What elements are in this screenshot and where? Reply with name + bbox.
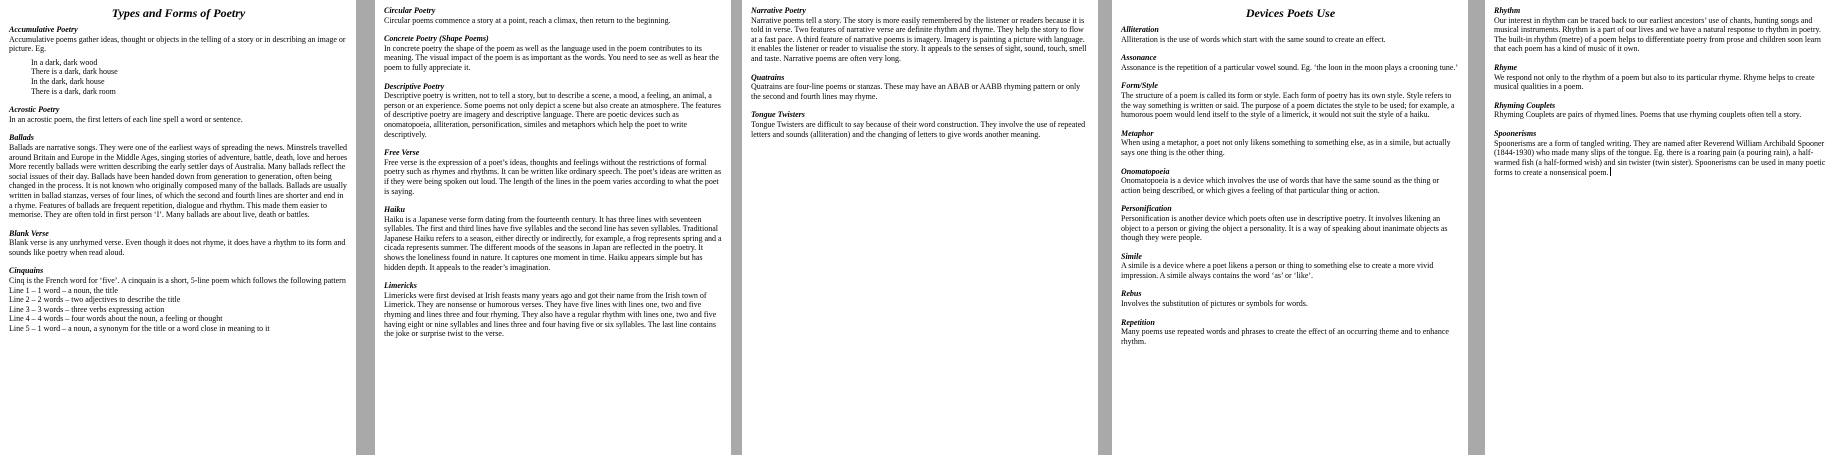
- section-text: Many poems use repeated words and phrases to create the effect of an occurring theme and to enhance rhythm.: [1121, 327, 1449, 346]
- section-accumulative-poetry: [9, 25, 348, 96]
- section-heading: Rhyme: [1494, 62, 1518, 72]
- section-heading: Alliteration: [1121, 25, 1159, 34]
- section-heading: Limericks: [384, 281, 417, 291]
- section-heading: Personification: [1121, 204, 1172, 214]
- section-text: Blank verse is any unrhymed verse. Even though it does not rhyme, it does have a rhythm to its form and sounds like poetry when read aloud.: [9, 238, 346, 257]
- pattern-line: Line 5 – 1 word – a noun, a synonym for the title or a word close in meaning to it: [9, 324, 270, 334]
- section-text: Tongue Twisters are difficult to say because of their word construction. They involve the use of repeated letters and sounds (alliteration) and the changing of letters to give words another meaning.: [751, 119, 1086, 139]
- section-cinquains: [9, 266, 348, 333]
- pattern-line: Line 1 – 1 word – a noun, the title: [9, 285, 118, 295]
- section-heading: Rhythm: [1494, 6, 1521, 15]
- section-spoonerisms[interactable]: [1494, 129, 1829, 178]
- section-heading: Rebus: [1121, 289, 1142, 299]
- section-text: Spoonerisms are a form of tangled writing. They are named after Reverend William Archibald Spooner (1844-1930) who made many slips of the tongue. Eg. there is a roaring pain (a pouring rain), a half-warmed fish (a half-formed wish) and sin twister (twin sister). Spoonerisms can be used in many poetic forms to create a nonsensical poem.: [1494, 138, 1826, 178]
- section-text: Our interest in rhythm can be traced back to our earliest ancestors’ use of chants, hunting songs and musical instruments. Rhythm is a part of our lives and we have a natural response to rhythm in poetry. The built-in rhythm (metre) of a poem helps to differentiate poetry from prose and children soon learn that each poem has a kind of music of it own.: [1494, 15, 1821, 54]
- section-text: Rhyming Couplets are pairs of rhymed lines. Poems that use rhyming couplets often tell a story.: [1494, 110, 1802, 120]
- section-text: A simile is a device where a poet likens a person or thing to something else to create a more vivid impression. A simile always contains the word ‘as’ or ‘like’.: [1121, 261, 1434, 280]
- section-text: Limericks were first devised at Irish feasts many years ago and got their name from the Irish town of Limerick. They are nonsense or humorous verses. They have five lines with lines one, two and five rhyming and lines three and four rhyming. They also have a regular rhythm with lines one, two and five having eight or nine syllables and lines three and four having five or six syllables. The last line contains the joke or surprise twist to the verse.: [384, 290, 717, 339]
- section-alliteration: [1121, 25, 1460, 44]
- section-free-verse: [384, 148, 723, 196]
- section-text: Accumulative poems gather ideas, thought or objects in the telling of a story or in describing an image or picture. Eg.: [9, 34, 346, 54]
- section-text: Quatrains are four-line poems or stanzas. These may have an ABAB or AABB rhyming pattern or only the second and fourth lines may rhyme.: [751, 82, 1081, 101]
- section-rebus: [1121, 289, 1460, 308]
- section-heading: Acrostic Poetry: [9, 105, 60, 115]
- section-personification: [1121, 204, 1460, 242]
- page-title: Devices Poets Use: [1245, 6, 1336, 20]
- section-text: In an acrostic poem, the first letters of each line spell a word or sentence.: [9, 114, 243, 124]
- pattern-line: Line 4 – 4 words – four words about the noun, a feeling or thought: [9, 314, 223, 324]
- section-text: Alliteration is the use of words which start with the same sound to create an effect.: [1121, 34, 1386, 44]
- section-heading: Haiku: [384, 205, 405, 215]
- document-page-4: [1112, 0, 1468, 455]
- page-title: Types and Forms of Poetry: [111, 6, 246, 20]
- section-text: Personification is another device which poets often use in descriptive poetry. It involves likening an object to a person or giving the object a personality. It is a way of speaking about inanimate objects as though they were people.: [1121, 213, 1448, 243]
- section-heading: Assonance: [1121, 53, 1157, 63]
- section-text-editable[interactable]: [1494, 139, 1829, 178]
- example-poem: [31, 58, 348, 96]
- poem-line: In a dark, dark wood: [31, 57, 98, 67]
- document-page-5: [1485, 0, 1837, 455]
- pattern-line: Line 3 – 3 words – three verbs expressing action: [9, 304, 165, 314]
- section-onomatopoeia: [1121, 167, 1460, 196]
- section-text: Circular poems commence a story at a point, reach a climax, then return to the beginning.: [384, 15, 671, 25]
- section-text: Involves the substitution of pictures or symbols for words.: [1121, 299, 1308, 309]
- section-heading: Form/Style: [1121, 81, 1158, 91]
- document-page-3: [742, 0, 1098, 455]
- section-text: When using a metaphor, a poet not only likens something to something else, as in a simile, but actually says one thing is the other thing.: [1121, 138, 1451, 157]
- section-heading: Narrative Poetry: [751, 6, 806, 15]
- section-acrostic-poetry: [9, 105, 348, 124]
- poem-line: There is a dark, dark house: [31, 67, 118, 77]
- section-heading: Tongue Twisters: [751, 110, 805, 120]
- section-repetition: [1121, 318, 1460, 347]
- section-form-style: [1121, 81, 1460, 119]
- section-text: Ballads are narrative songs. They were one of the earliest ways of spreading the news. Minstrels travelled around Britain and Europe in the Middle Ages, singing stories of adventure, battle, death, love and heroes More recently ballads were written describing the early settler days of Australia. Many ballads reflect the social issues of their day. Ballads have been handed down from generation to generation, often being changed in the process. It is not known who originally composed many of the ballads. Ballads are usually written in ballad stanzas, verses of four lines, of which the second and fourth lines are shorter and end in a rhyme. Features of ballads are frequent repetition, dialogue and rhythm. This made them easier to memorise. They are often told in first person ‘I’. Many ballads are about live, death or battles.: [9, 142, 348, 220]
- section-heading: Spoonerisms: [1494, 128, 1537, 138]
- section-text: Haiku is a Japanese verse form dating from the fourteenth century. It has three lines with seventeen syllables. The first and third lines have five syllables and the second line has seven syllables. Traditional Japanese Haiku refers to a season, either directly or indirectly, for example, a frog represents spring and a cicada represents summer. The different moods of the seasons in Japan are reflected in the poetry. It shows the loneliness found in nature. It captures one moment in time. Haiku appears simple but has hidden depth. It appeals to the reader’s imagination.: [384, 214, 722, 272]
- section-heading: Metaphor: [1121, 128, 1154, 138]
- section-assonance: [1121, 53, 1460, 72]
- poem-line: There is a dark, dark room: [31, 86, 116, 96]
- section-text: We respond not only to the rhythm of a poem but also to its particular rhyme. Rhyme helps to create musical qualities in a poem.: [1494, 72, 1815, 92]
- poem-line: In the dark, dark house: [31, 76, 105, 86]
- section-text: The structure of a poem is called its form or style. Each form of poetry has its own style. Style refers to the way something is written or said. The purpose of a poem dictates the style to be used; for example, a humorous poem would lend itself to the style of a limerick, it would not suit the style of a haiku.: [1121, 90, 1455, 120]
- section-heading: Descriptive Poetry: [384, 81, 445, 91]
- section-heading: Free Verse: [384, 148, 420, 158]
- section-heading: Blank Verse: [9, 228, 49, 238]
- section-heading: Onomatopoeia: [1121, 166, 1170, 176]
- section-heading: Cinquains: [9, 266, 44, 276]
- section-simile: [1121, 252, 1460, 281]
- pattern-line: Line 2 – 2 words – two adjectives to describe the title: [9, 295, 181, 305]
- section-heading: Quatrains: [751, 72, 785, 82]
- section-rhyming-couplets: [1494, 101, 1829, 120]
- section-rhythm: [1494, 6, 1829, 54]
- section-tongue-twisters: [751, 110, 1090, 139]
- section-text: In concrete poetry the shape of the poem as well as the language used in the poem contributes to its meaning. The visual impact of the poem is as important as the words. You need to see as well as hear the poem to fully appreciate it.: [384, 43, 719, 72]
- section-limericks: [384, 281, 723, 339]
- section-heading: Concrete Poetry (Shape Poems): [384, 34, 489, 44]
- text-cursor: [1610, 167, 1611, 176]
- section-rhyme: [1494, 63, 1829, 92]
- section-heading: Repetition: [1121, 317, 1155, 327]
- section-haiku: [384, 205, 723, 272]
- section-heading: Ballads: [9, 133, 34, 143]
- section-text: Narrative poems tell a story. The story is more easily remembered by the listener or readers because it is told in verse. Two features of narrative verse are definite rhythm and rhyme. They help the story to flow at a fast pace. A third feature of narrative poems is imagery. Imagery is painting a picture with language. it enables the listener or reader to visualise the story. It appeals to the senses of sight, sound, touch, smell and taste. Narrative poems are often very long.: [751, 15, 1087, 63]
- section-text: Cinq is the French word for ‘five’. A cinquain is a short, 5-line poem which follows the following pattern: [9, 276, 346, 286]
- document-page-1: [0, 0, 356, 455]
- section-metaphor: [1121, 129, 1460, 158]
- section-text: Onomatopoeia is a device which involves the use of words that have the same sound as the thing or action being described, or which gives a feeling of that particular thing or action.: [1121, 176, 1440, 195]
- section-blank-verse: [9, 229, 348, 258]
- section-heading: Simile: [1121, 251, 1142, 261]
- section-descriptive-poetry: [384, 82, 723, 140]
- section-circular-poetry: [384, 6, 723, 25]
- section-heading: Accumulative Poetry: [9, 25, 78, 34]
- document-page-2: [375, 0, 731, 455]
- section-text: Assonance is the repetition of a particular vowel sound. Eg. ‘the loon in the moon plays a crooning tune.’: [1121, 62, 1459, 72]
- section-heading: Circular Poetry: [384, 6, 436, 15]
- section-ballads: [9, 133, 348, 219]
- section-text: Descriptive poetry is written, not to tell a story, but to describe a scene, a mood, a feeling, an animal, a person or an experience. Some poems not only depict a scene but also create an atmosphere. The features of descriptive poetry are imagery and descriptive language. There are poetic devices such as onomatopoeia, alliteration, personification, similes and metaphors which help the poet to write descriptively.: [384, 91, 721, 139]
- section-quatrains: [751, 73, 1090, 102]
- section-narrative-poetry: [751, 6, 1090, 64]
- section-text: Free verse is the expression of a poet’s ideas, thoughts and feelings without the restrictions of formal poetry such as rhymes and rhythms. It can be written like ordinary speech. The poet’s ideas are written as if they were being spoken out loud. The length of the lines in the poem varies according to what the poet is saying.: [384, 157, 722, 196]
- cinquain-pattern: [9, 286, 348, 334]
- section-heading: Rhyming Couplets: [1494, 100, 1556, 110]
- section-concrete-poetry: [384, 34, 723, 72]
